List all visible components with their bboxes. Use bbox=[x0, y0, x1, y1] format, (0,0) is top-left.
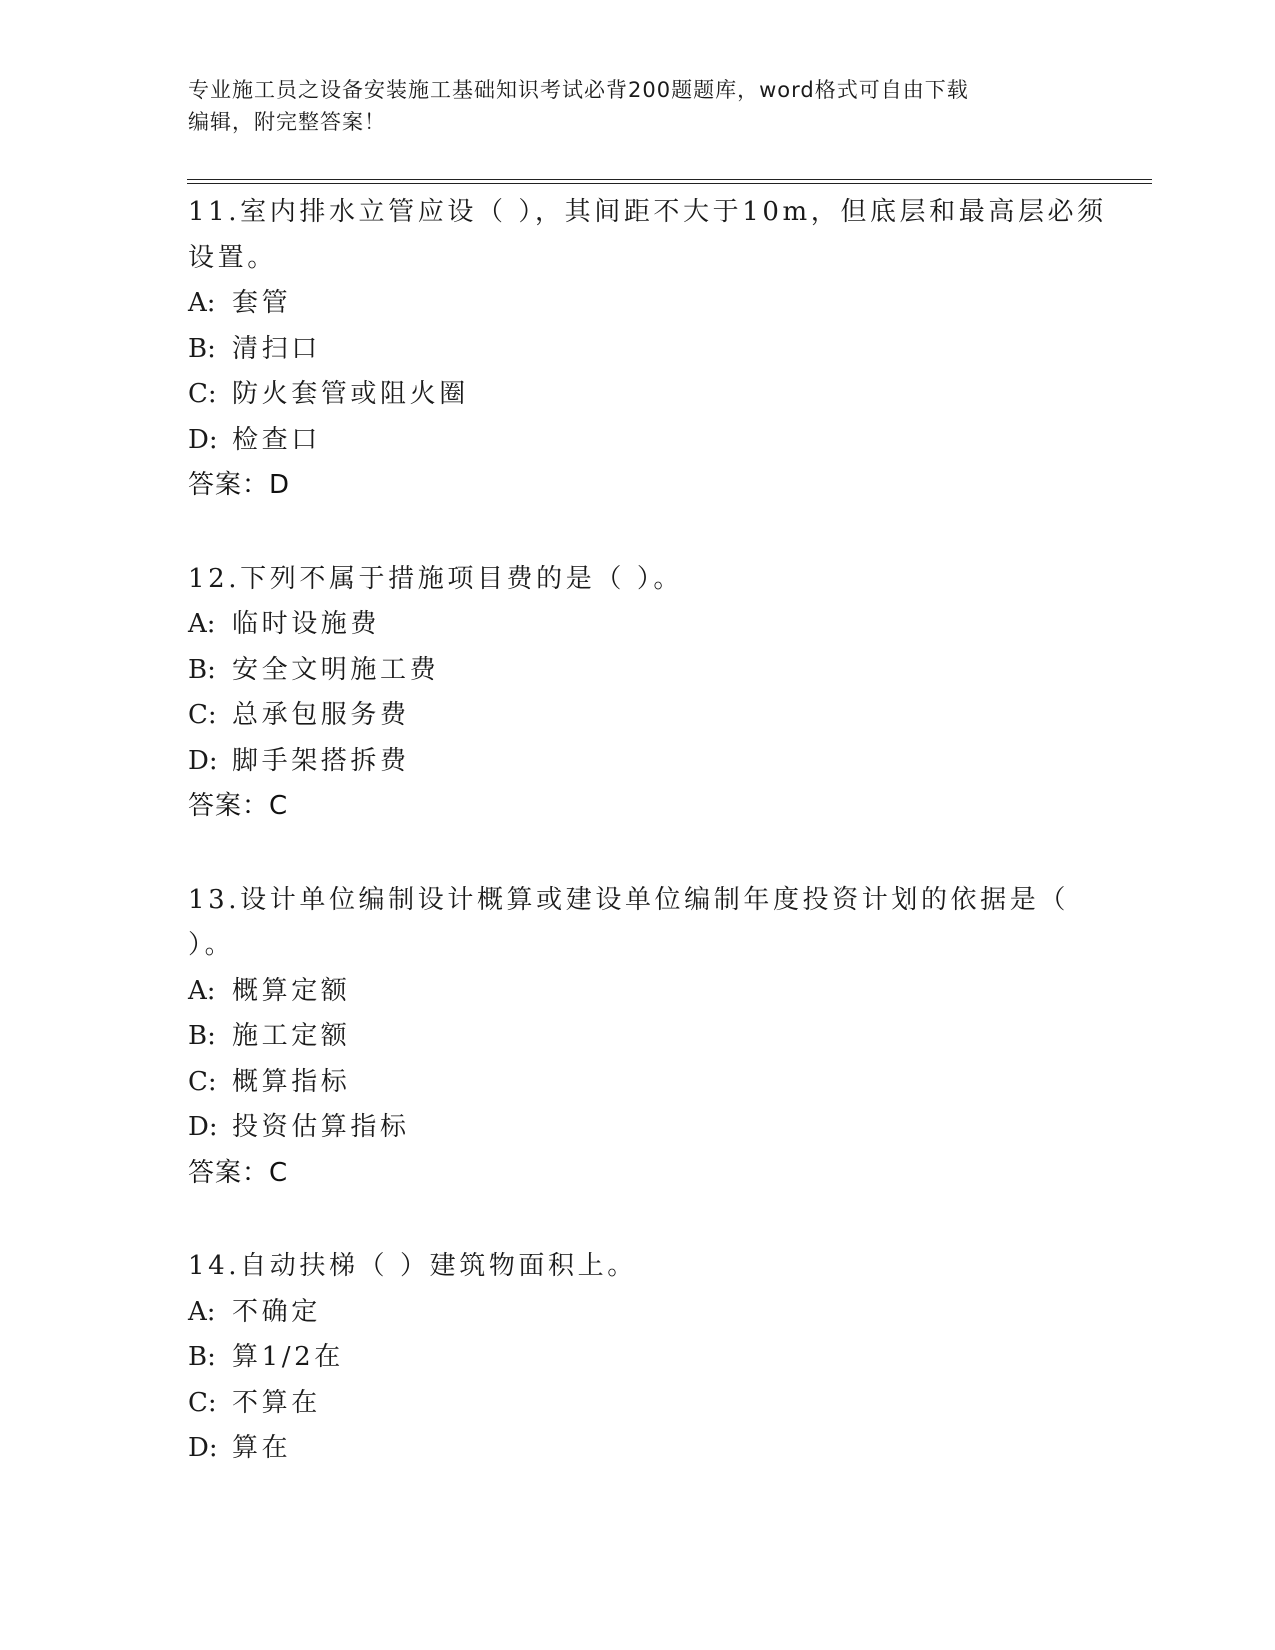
question-stem-line: 设置。 bbox=[188, 242, 277, 273]
option-text: 总承包服务费 bbox=[232, 700, 410, 730]
option-key: B: bbox=[188, 1021, 216, 1051]
header-divider-bottom bbox=[187, 183, 1152, 184]
option-text: 防火套管或阻火圈 bbox=[232, 379, 469, 409]
option-a bbox=[188, 602, 1108, 648]
option-d bbox=[188, 739, 1108, 785]
option-d bbox=[188, 1426, 1108, 1472]
option-text: 清扫口 bbox=[232, 333, 321, 364]
option-key: A: bbox=[188, 609, 216, 639]
option-c bbox=[188, 1060, 1108, 1106]
option-c bbox=[188, 693, 1108, 739]
option-key: D: bbox=[188, 1112, 218, 1142]
option-text: 不算在 bbox=[232, 1387, 321, 1418]
option-key: C: bbox=[188, 1066, 217, 1097]
option-key: A: bbox=[188, 975, 216, 1006]
option-text: 脚手架搭拆费 bbox=[232, 745, 410, 776]
option-key: B: bbox=[188, 333, 216, 364]
question-12 bbox=[188, 557, 1108, 830]
option-a bbox=[188, 1290, 1108, 1336]
option-c bbox=[188, 1381, 1108, 1427]
header-line-1: 专业施工员之设备安装施工基础知识考试必背200题题库，word格式可自由下载 bbox=[188, 78, 969, 102]
option-text: 施工定额 bbox=[232, 1021, 351, 1051]
question-stem-line: 13.设计单位编制设计概算或建设单位编制年度投资计划的依据是（ bbox=[188, 884, 1069, 915]
option-d bbox=[188, 1105, 1108, 1151]
header-line-2: 编辑，附完整答案！ bbox=[188, 110, 386, 134]
option-a bbox=[188, 281, 1108, 327]
answer-line: 答案：C bbox=[188, 1157, 289, 1188]
question-stem bbox=[188, 557, 1108, 603]
header-divider-top bbox=[187, 179, 1152, 180]
option-key: D: bbox=[188, 424, 218, 455]
option-text: 投资估算指标 bbox=[232, 1112, 410, 1142]
question-11 bbox=[188, 190, 1108, 509]
question-list bbox=[188, 190, 1108, 1520]
answer-line: 答案：D bbox=[188, 470, 291, 500]
answer-line: 答案：C bbox=[188, 791, 289, 821]
question-stem-line: 11.室内排水立管应设（ ），其间距不大于10m，但底层和最高层必须 bbox=[188, 197, 1107, 227]
option-c bbox=[188, 372, 1108, 418]
question-13 bbox=[188, 878, 1108, 1197]
option-b bbox=[188, 648, 1108, 694]
option-text: 不确定 bbox=[232, 1296, 321, 1327]
option-key: C: bbox=[188, 700, 217, 730]
option-key: C: bbox=[188, 1387, 217, 1418]
option-text: 临时设施费 bbox=[232, 609, 381, 639]
option-key: B: bbox=[188, 1342, 216, 1372]
option-d bbox=[188, 418, 1108, 464]
option-b bbox=[188, 1335, 1108, 1381]
option-text: 套管 bbox=[232, 288, 292, 318]
option-key: D: bbox=[188, 1433, 218, 1463]
option-key: A: bbox=[188, 288, 216, 318]
option-key: C: bbox=[188, 379, 217, 409]
option-key: A: bbox=[188, 1296, 216, 1327]
option-key: D: bbox=[188, 745, 218, 776]
option-text: 算在 bbox=[232, 1433, 292, 1463]
question-stem bbox=[188, 1244, 1108, 1290]
option-key: B: bbox=[188, 654, 216, 685]
option-a bbox=[188, 969, 1108, 1015]
option-text: 算1/2在 bbox=[232, 1342, 344, 1372]
question-stem bbox=[188, 878, 1108, 969]
document-header bbox=[188, 74, 1068, 138]
question-stem bbox=[188, 190, 1108, 281]
option-b bbox=[188, 1014, 1108, 1060]
option-text: 概算指标 bbox=[232, 1066, 351, 1097]
option-text: 检查口 bbox=[232, 424, 321, 455]
question-stem-line: 14.自动扶梯（ ）建筑物面积上。 bbox=[188, 1251, 637, 1281]
question-stem-line: ）。 bbox=[188, 930, 235, 960]
option-text: 安全文明施工费 bbox=[232, 654, 440, 685]
option-text: 概算定额 bbox=[232, 975, 351, 1006]
option-b bbox=[188, 327, 1108, 373]
question-14 bbox=[188, 1244, 1108, 1472]
question-stem-line: 12.下列不属于措施项目费的是（ ）。 bbox=[188, 563, 684, 594]
